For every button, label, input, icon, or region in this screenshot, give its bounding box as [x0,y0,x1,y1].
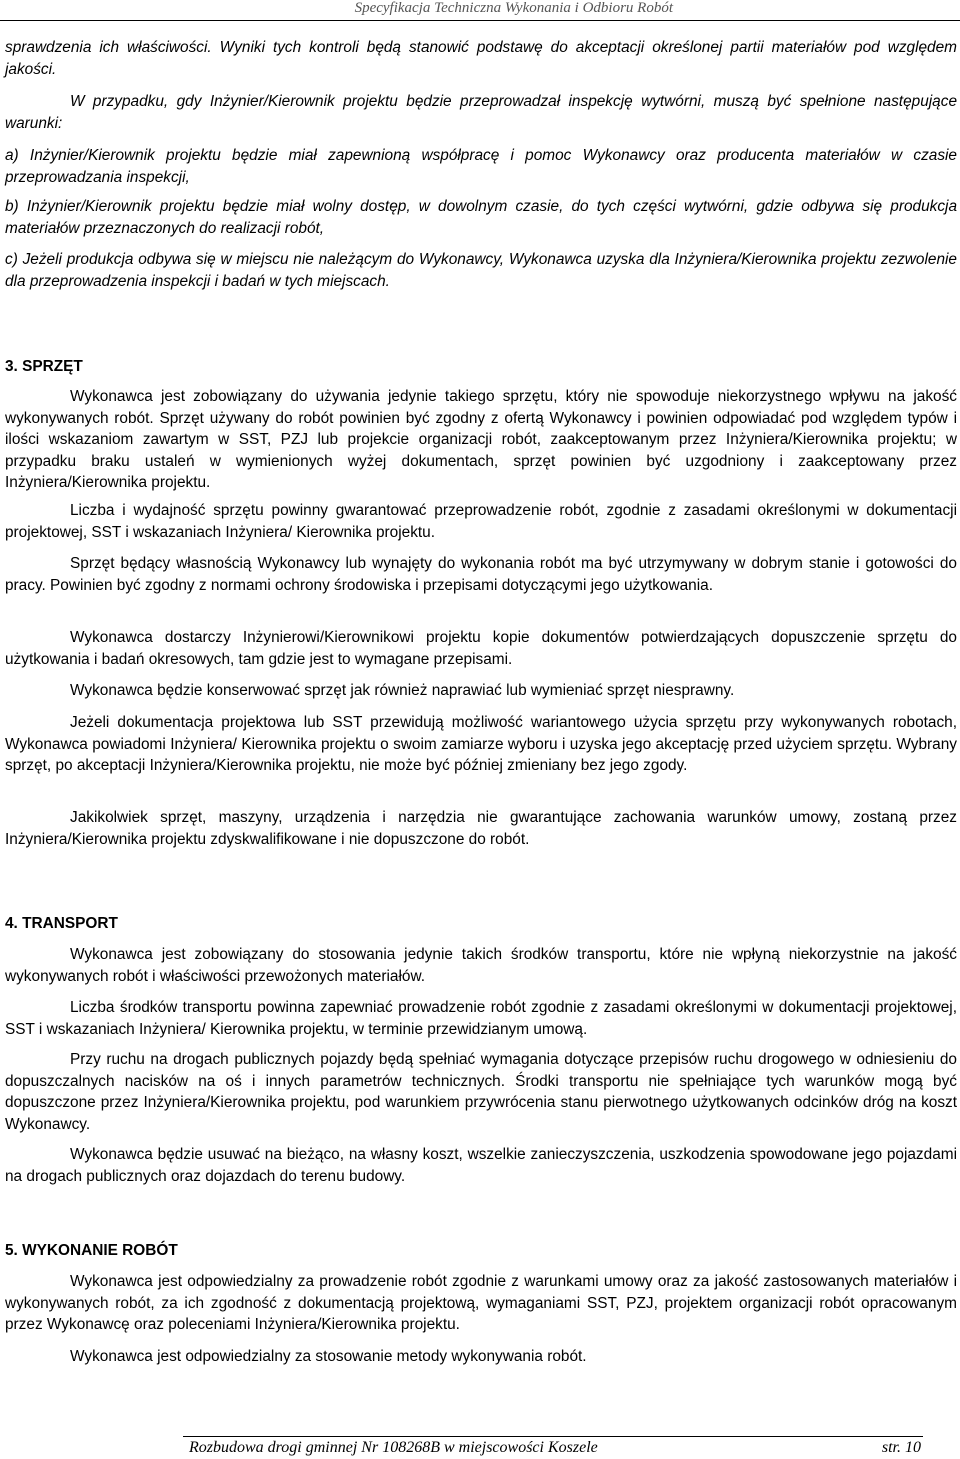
page-header [0,0,960,21]
paragraph-sprzet-3: Sprzęt będący własnością Wykonawcy lub wynajęty do wykonania robót ma być utrzymywany w dobrym stanie i gotowości do pracy. Powinien być zgodny z normami ochrony środowiska i przepisami dotyczącymi jego użytkowania. [5,555,957,594]
page-footer [183,1436,923,1457]
paragraph-sprzet-2: Liczba i wydajność sprzętu powinny gwarantować przeprowadzenie robót, zgodnie z zasadami określonymi w dokumentacji projektowej, SST i wskazaniach Inżyniera/ Kierownika projektu. [5,502,957,541]
footer-title: Rozbudowa drogi gminnej Nr 108268B w miejscowości Koszele [189,1439,598,1456]
paragraph-wykonanie-1: Wykonawca jest odpowiedzialny za prowadzenie robót zgodnie z warunkami umowy oraz za jakość zastosowanych materiałów i wykonywanych robót, za ich zgodność z dokumentacją projektową, wymaganiami SST, PZJ, projektem organizacji robót opracowanym przez Wykonawcę oraz poleceniami Inżyniera/Kierownika projektu. [5,1273,957,1334]
section-heading-sprzet: 3. SPRZĘT [5,358,83,375]
paragraph-sprzet-1: Wykonawca jest zobowiązany do używania jedynie takiego sprzętu, który nie spowoduje niekorzystnego wpływu na jakość wykonywanych robót. Sprzęt używany do robót powinien być zgodny z ofertą Wykonawcy i powinien odpowiadać pod względem typów i ilości wskazaniom zawartym w SST, PZJ lub projekcie organizacji robót, zaakceptowanym przez Inżyniera/Kierownika projektu; w przypadku braku ustaleń w wymienionych wyżej dokumentach, sprzęt powinien być uzgodniony i zaakceptowany przez Inżyniera/Kierownika projektu. [5,388,957,492]
paragraph-transport-2: Liczba środków transportu powinna zapewniać prowadzenie robót zgodnie z zasadami określonymi w dokumentacji projektowej, SST i wskazaniach Inżyniera/ Kierownika projektu, w terminie przewidzianym umową. [5,999,957,1038]
paragraph-sprzet-6: Jeżeli dokumentacja projektowa lub SST przewidują możliwość wariantowego użycia sprzętu przy wykonywanych robotach, Wykonawca powiadomi Inżyniera/ Kierownika projektu o swoim zamiarze wyboru i uzyska jego akceptację przed użyciem sprzętu. Wybrany sprzęt, po akceptacji Inżyniera/Kierownika projektu, nie może być później zmieniany bez jego zgody. [5,714,957,775]
paragraph-wykonanie-2: Wykonawca jest odpowiedzialny za stosowanie metody wykonywania robót. [70,1348,587,1365]
list-item-a: a) Inżynier/Kierownik projektu będzie miał zapewnioną współpracę i pomoc Wykonawcy oraz producenta materiałów w czasie przeprowadzania inspekcji, [5,147,957,186]
paragraph-sprzet-7: Jakikolwiek sprzęt, maszyny, urządzenia i narzędzia nie gwarantujące zachowania warunków umowy, zostaną przez Inżyniera/Kierownika projektu zdyskwalifikowane i nie dopuszczone do robót. [5,809,957,848]
paragraph-continuation: sprawdzenia ich właściwości. Wyniki tych kontroli będą stanowić podstawę do akceptacji określonej partii materiałów pod względem jakości. [5,39,957,78]
list-item-c: c) Jeżeli produkcja odbywa się w miejscu nie należącym do Wykonawcy, Wykonawca uzyska dla Inżyniera/Kierownika projektu zezwolenie dla przeprowadzenia inspekcji i badań w tych miejscach. [5,251,957,290]
section-heading-wykonanie: 5. WYKONANIE ROBÓT [5,1242,178,1259]
paragraph-sprzet-5: Wykonawca będzie konserwować sprzęt jak również naprawiać lub wymieniać sprzęt niesprawny. [70,682,735,699]
paragraph-transport-1: Wykonawca jest zobowiązany do stosowania jedynie takich środków transportu, które nie wpłyną niekorzystnie na jakość wykonywanych robót i właściwości przewożonych materiałów. [5,946,957,985]
page-number: str. 10 [881,1439,921,1456]
list-item-b: b) Inżynier/Kierownik projektu będzie miał wolny dostęp, w dowolnym czasie, do tych części wytwórni, gdzie odbywa się produkcja materiałów przeznaczonych do realizacji robót, [5,198,957,237]
paragraph-transport-3: Przy ruchu na drogach publicznych pojazdy będą spełniać wymagania dotyczące przepisów ruchu drogowego w odniesieniu do dopuszczalnych nacisków na oś i innych parametrów technicznych. Środki transportu nie spełniające tych warunków mogą być dopuszczone przez Inżyniera/Kierownika projektu, pod warunkiem przywrócenia stanu pierwotnego użytkowanych odcinków dróg na koszt Wykonawcy. [5,1051,957,1133]
paragraph-inspection-intro: W przypadku, gdy Inżynier/Kierownik projektu będzie przeprowadzał inspekcję wytwórni, muszą być spełnione następujące warunki: [5,93,957,132]
header-title: Specyfikacja Techniczna Wykonania i Odbioru Robót [354,0,673,16]
section-heading-transport: 4. TRANSPORT [5,915,118,932]
paragraph-transport-4: Wykonawca będzie usuwać na bieżąco, na własny koszt, wszelkie zanieczyszczenia, uszkodzenia spowodowane jego pojazdami na drogach publicznych oraz dojazdach do terenu budowy. [5,1146,957,1185]
paragraph-sprzet-4: Wykonawca dostarczy Inżynierowi/Kierownikowi projektu kopie dokumentów potwierdzających dopuszczenie sprzętu do użytkowania i badań okresowych, tam gdzie jest to wymagane przepisami. [5,629,957,668]
